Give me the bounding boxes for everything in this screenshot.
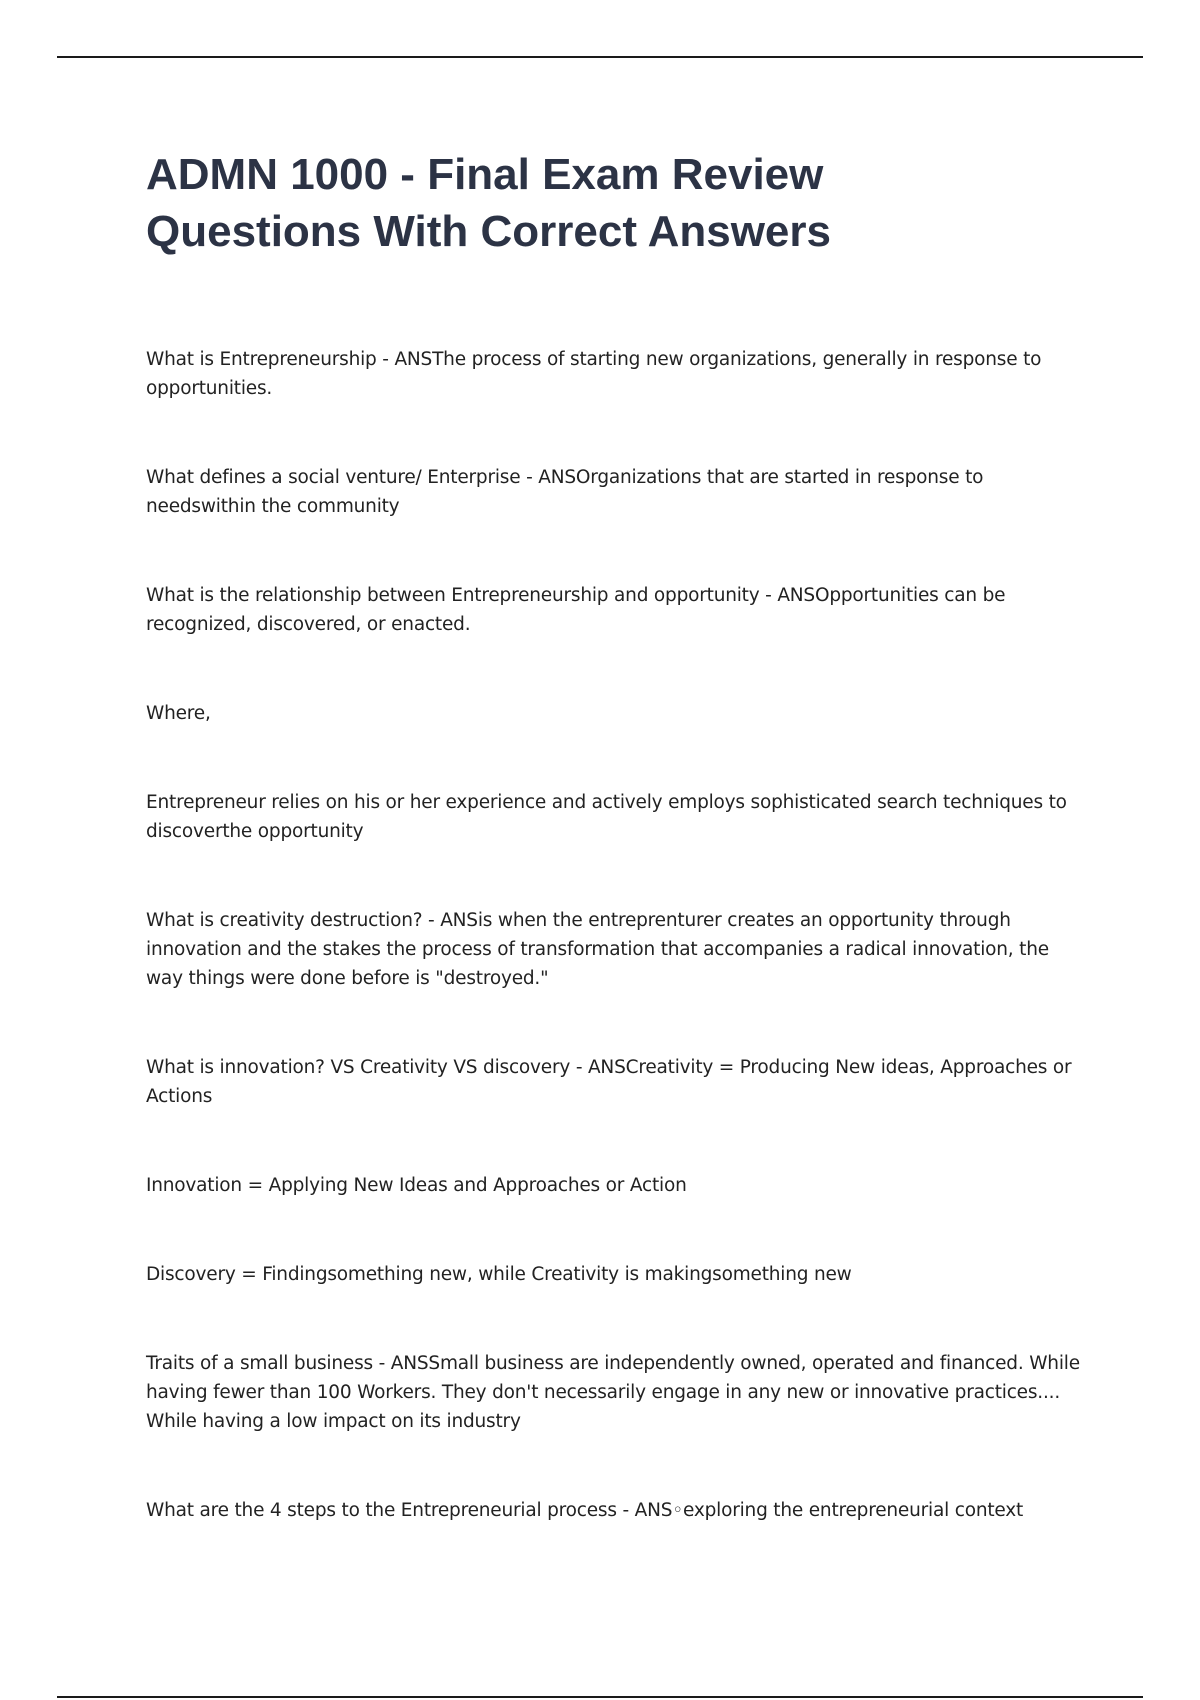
top-divider: [57, 56, 1143, 58]
bottom-divider: [57, 1696, 1143, 1698]
qa-paragraph: What are the 4 steps to the Entrepreneurial process - ANS◦exploring the entrepreneurial context: [146, 1500, 1024, 1521]
qa-paragraph: Innovation = Applying New Ideas and Approaches or Action: [146, 1175, 687, 1196]
page-title-line-1: ADMN 1000 - Final Exam Review: [146, 150, 824, 199]
qa-paragraph: Traits of a small business - ANSSmall business are independently owned, operated and financed. While having fewer than 100 Workers. They don't necessarily engage in any new or innovative practices.... While having a low impact on its industry: [146, 1353, 1080, 1432]
qa-list: [146, 345, 1081, 1585]
qa-paragraph: Where,: [146, 703, 211, 724]
qa-paragraph: What is innovation? VS Creativity VS discovery - ANSCreativity = Producing New ideas, Approaches or Actions: [146, 1057, 1072, 1107]
qa-paragraph: Entrepreneur relies on his or her experience and actively employs sophisticated search techniques to discoverthe opportunity: [146, 792, 1067, 842]
page-title: [146, 146, 1106, 260]
qa-paragraph: Discovery = Findingsomething new, while Creativity is makingsomething new: [146, 1264, 852, 1285]
qa-paragraph: What defines a social venture/ Enterprise - ANSOrganizations that are started in response to needswithin the community: [146, 467, 984, 517]
qa-paragraph: What is the relationship between Entrepreneurship and opportunity - ANSOpportunities can be recognized, discovered, or enacted.: [146, 585, 1006, 635]
qa-paragraph: What is creativity destruction? - ANSis when the entreprenturer creates an opportunity through innovation and the stakes the process of transformation that accompanies a radical innovation, the way things were done before is "destroyed.": [146, 910, 1049, 989]
qa-paragraph: What is Entrepreneurship - ANSThe process of starting new organizations, generally in response to opportunities.: [146, 349, 1042, 399]
page-title-line-2: Questions With Correct Answers: [146, 207, 831, 256]
